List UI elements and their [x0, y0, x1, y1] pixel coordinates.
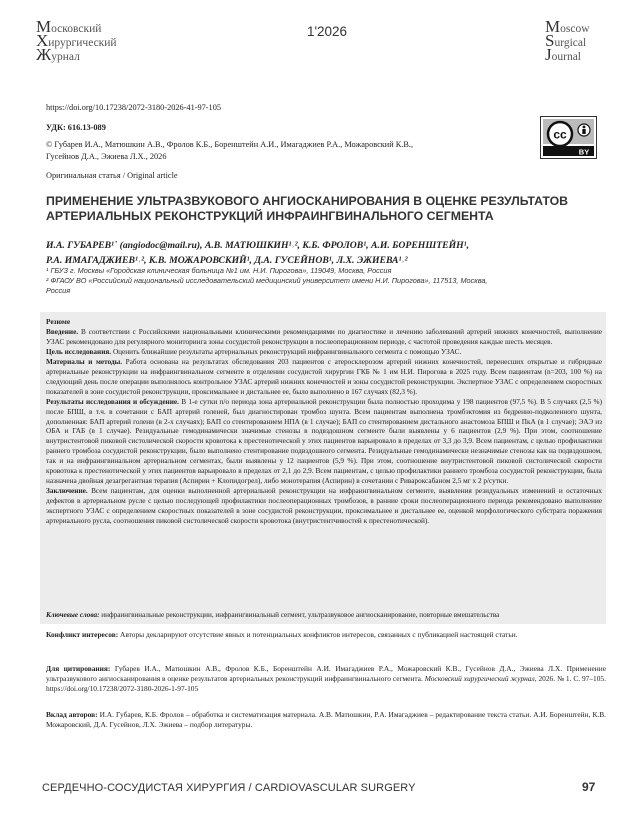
conflict-of-interest: Конфликт интересов: Авторы декларируют отсутствие явных и потенциальных конфликтов интересов, связанных с публикацией настоящей статьи.: [46, 630, 518, 639]
logo-en-line1: Moscow: [545, 17, 590, 36]
authors-line-1: И.А. ГУБАРЕВ¹˙ (angiodoc@mail.ru), А.В. МАТЮШКИН¹˒², К.Б. ФРОЛОВ¹, А.И. БОРЕНШТЕЙН¹,: [46, 240, 469, 251]
copyright-line-1: © Губарев И.А., Матюшкин А.В., Фролов К.Б., Боренштейн А.И., Имагаджиев Р.А., Можаровский К.В.,: [46, 140, 414, 149]
abstract-heading: Резюме: [46, 318, 71, 326]
affiliation-1: ¹ ГБУЗ г. Москвы «Городская клиническая больница №1 им. Н.И. Пирогова», 119049, Москва, Россия: [46, 266, 392, 275]
title-line-1: ПРИМЕНЕНИЕ УЛЬТРАЗВУКОВОГО АНГИОСКАНИРОВАНИЯ В ОЦЕНКЕ РЕЗУЛЬТАТОВ: [46, 194, 569, 208]
copyright-line-2: Гусейнов Д.А., Эжиева Л.Х., 2026: [46, 152, 167, 161]
keywords: Ключевые слова: инфраингвинальные реконструкции, инфраингвинальный сегмент, ультразвуковое ангиосканирование, повторные вмешательства: [46, 611, 500, 619]
abstract-aim: Цель исследования. Оценить ближайшие результаты артериальных реконструкций инфраингвинального сегмента с помощью УЗАС.: [46, 347, 462, 356]
svg-text:cc: cc: [553, 127, 567, 142]
abstract-results: Результаты исследования и обсуждение. В 1-е сутки п/о периода зона артериальной реконструкции была полностью проходима у 198 пациентов (97,5 %). В 5 случаях (2,5 %) после БПШ, в т.ч. в сочетании с БАП артерий голеней, был диагностирован тромбоз шунта. Всем пациентам выполнена тромбэктомия из бедренно-подколенного шунта, дополненная: БАП артерий голени (в 2-х случаях); БАП со стентированием НПА (в 1 случае); БАП со стентированием дистального анастомоза БПШ и ПкА (в 1 случае); ЭАЭ из ОБА и ГАБ (в 1 случае). Резидуальные гемодинамически значимые стенозы в подвздошном сегменте были выявлены у 6 пациентов (2,9 %). При этом, соотношение внутристентовой пиковой систолической скорости кровотока к престенотической у этих пациентов варьировало в пределах от 3,3 до 3,9. Всем пациентам, с целью профилактики раннего тромбоза сосудистой реконструкции, было выполнено стентирование подвздошного сегмента. Резидуальные гемодинамически незначимые стенозы как на подвздошном, так и на инфраингвинальном артериальном сегментах, были выявлены у 12 пациентов (5,9 %). При этом, соотношение внутристентовой пиковой систолической скорости кровотока к престенотической у этих пациентов варьировало в пределах от 2,1 до 2,9. Всем пациентам, с целью профилактики раннего тромбоза сосудистой реконструкции, была назначена двойная дезагрегантная терапия (Аспирин + Клопидогрел), либо монотерапия (Аспирин) в сочетании с Ривароксабаном 2,5 мг х 2 р/сутки.: [46, 397, 602, 486]
author-list: [46, 238, 606, 268]
abstract-methods: Материалы и методы. Работа основана на результатах обследования 203 пациентов с атеросклерозом артерий нижних конечностей, перенесших открытые и гибридные артериальные реконструкции на инфраингвинальном сегменте в отделении сосудистой хирургии ГКБ № 1 им Н.И. Пирогова в 2025 году. Всем пациентам (n=203, 100 %) на следующий день после операции выполнялось контрольное УЗАС артерий нижних конечностей и зоны сосудистой реконструкции. Экспертное УЗАС с определением скоростных показателей в зоне сосудистой реконструкции, проксимальнее и дистальнее ее, было выполнено в 167 случаях (82,3 %).: [46, 357, 602, 396]
udk-label: УДК: 616.13-089: [46, 123, 106, 132]
journal-logo-en: [545, 17, 625, 64]
author-contribution: Вклад авторов: И.А. Губарев, К.Б. Фролов – обработка и систематизация материала. А.В. Матюшкин, Р.А. Имагаджиев – редактирование текста статьи. А.И. Боренштейн, К.В. Можаровский, Д.А. Гусейнов, Л.Х. Эжиева – подбор литературы.: [46, 710, 606, 729]
section-footer: СЕРДЕЧНО-СОСУДИСТАЯ ХИРУРГИЯ / CARDIOVASCULAR SURGERY: [42, 782, 416, 794]
abstract-content: [46, 318, 602, 527]
logo-en-line3: Journal: [545, 45, 582, 64]
logo-ru-line2: Хирургический: [36, 31, 117, 50]
abstract-introduction: Введение. В соответствии с Российскими национальными клиническими рекомендациями по диагностике и лечению заболеваний артерий нижних конечностей, выполнение УЗАС рекомендовано для регулярного мониторинга зоны сосудистой реконструкции в послеоперационном периоде, с частотой проведения каждые шесть месяцев.: [46, 327, 602, 346]
article-title: [46, 194, 606, 224]
logo-en-line2: Surgical: [545, 31, 587, 50]
doi-link[interactable]: https://doi.org/10.17238/2072-3180-2026-41-97-105: [46, 103, 221, 112]
article-type: Оригинальная статья / Original article: [46, 171, 178, 180]
affiliation-2: ² ФГАОУ ВО «Российский национальный исследовательский медицинский университет имени Н.И. Пирогова», 117513, Москва,: [46, 276, 488, 285]
authors-line-2: Р.А. ИМАГАДЖИЕВ¹˒², К.В. МОЖАРОВСКИЙ¹, Д.А. ГУСЕЙНОВ¹, Л.Х. ЭЖИЕВА¹˒²: [46, 255, 408, 266]
cc-license-icon: [540, 116, 597, 159]
affiliation-2-cont: Россия: [46, 286, 71, 295]
cc-by-license-badge[interactable]: [540, 116, 597, 159]
page-number: 97: [582, 780, 596, 794]
issue-number: 1'2026: [306, 24, 348, 39]
journal-logo-ru: [36, 17, 156, 64]
abstract-box: [40, 312, 606, 624]
affiliations: [46, 266, 606, 296]
svg-text:BY: BY: [578, 147, 590, 157]
title-line-2: АРТЕРИАЛЬНЫХ РЕКОНСТРУКЦИЙ ИНФРАИНГВИНАЛЬНОГО СЕГМЕНТА: [46, 209, 494, 223]
udk-code: [46, 123, 106, 132]
citation: Для цитирования: Губарев И.А., Матюшкин А.В., Фролов К.Б., Боренштейн А.И. Имагаджиев Р.А., Можаровский К.В., Гусейнов Д.А., Эжиева Л.Х. Применение ультразвукового ангиосканирования в оценке результатов артериальных реконструкций инфраингвинального сегмента. Московский хирургический журнал, 2026. № 1. С. 97–105. https://doi.org/10.17238/2072-3180-2026-1-97-105: [46, 664, 606, 693]
logo-ru-line1: Московский: [36, 17, 102, 36]
logo-ru-line3: Журнал: [36, 45, 80, 64]
abstract-conclusion: Заключение. Всем пациентам, для оценки выполненной артериальной реконструкции на инфраингвинальном сегменте, выявления резидуальных изменений и остаточных дефектов в артериальном русле с целью последующей профилактики послеоперационных тромбозов, в ранние сроки послеоперационного периода рекомендовано выполнение экспертного УЗАС с определением скоростных показателей в зоне сосудистой реконструкции, проксимальнее и дистальнее ее, оценкой морфологического субстрата поражения артериального русла, соотношения пиковой систолической скорости кровотока (внутристентчивостей к престенотической).: [46, 487, 602, 526]
